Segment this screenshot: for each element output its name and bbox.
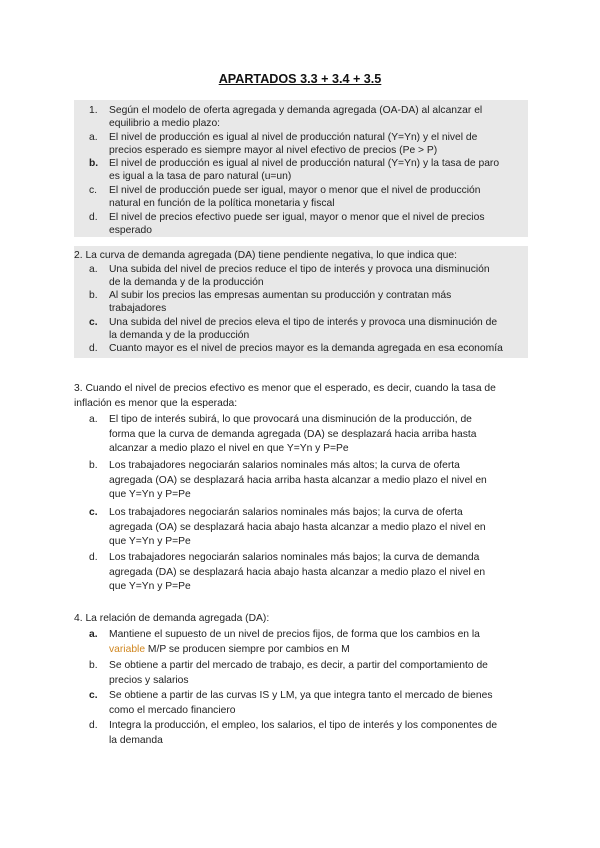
option-label: a. xyxy=(89,414,98,425)
option-label: a. xyxy=(89,629,98,640)
option-text: Al subir los precios las empresas aumentan su producción y contratan más xyxy=(109,290,452,301)
question-3-option-a xyxy=(74,413,528,457)
option-text: Mantiene el supuesto de un nivel de precios fijos, de forma que los cambios en la xyxy=(109,629,480,640)
option-text: precios esperado es siempre mayor al nivel efectivo de precios (Pe > P) xyxy=(109,145,438,157)
option-label: b. xyxy=(89,660,98,671)
option-text: Los trabajadores negociarán salarios nominales más bajos; la curva de oferta xyxy=(109,507,463,518)
option-text: que Y=Yn y P=Pe xyxy=(109,581,191,593)
question-2-stem-line: 2. La curva de demanda agregada (DA) tiene pendiente negativa, lo que indica que: xyxy=(74,250,457,261)
question-2-stem xyxy=(74,249,457,262)
question-1-number: 1. xyxy=(89,105,98,116)
question-4-stem xyxy=(74,612,269,627)
option-text: Cuanto mayor es el nivel de precios mayor es la demanda agregada en esa economía xyxy=(109,343,503,354)
option-label: a. xyxy=(89,264,98,275)
question-1-option-d xyxy=(74,211,528,238)
question-2 xyxy=(74,246,528,358)
question-3-option-d xyxy=(74,551,528,595)
option-label: c. xyxy=(89,690,98,701)
question-2-option-c xyxy=(74,316,528,343)
option-text: Los trabajadores negociarán salarios nominales más bajos; la curva de demanda xyxy=(109,552,480,563)
option-text: Los trabajadores negociarán salarios nominales más altos; la curva de oferta xyxy=(109,460,460,471)
question-3-stem-line: inflación es menor que la esperada: xyxy=(74,397,238,409)
option-text: agregada (OA) se desplazará hacia arriba hasta alcanzar a medio plazo el nivel en xyxy=(109,474,487,486)
option-text: Integra la producción, el empleo, los salarios, el tipo de interés y los componentes de xyxy=(109,720,498,731)
question-1-option-b xyxy=(74,157,528,184)
question-3-option-c xyxy=(74,506,528,550)
option-label: c. xyxy=(89,185,98,196)
option-label: b. xyxy=(89,158,99,169)
option-label: c. xyxy=(89,317,98,328)
option-label: d. xyxy=(89,720,98,731)
option-text: alcanzar a medio plazo el nivel en que Y=Yn y P=Pe xyxy=(109,443,349,455)
option-text: M/P se producen siempre por cambios en M xyxy=(145,643,350,655)
question-1-stem xyxy=(74,104,528,131)
option-label: c. xyxy=(89,507,98,518)
question-4-option-c xyxy=(74,689,528,718)
option-text: Una subida del nivel de precios eleva el tipo de interés y provoca una disminución de xyxy=(109,317,498,328)
question-3 xyxy=(74,382,528,598)
option-text: esperado xyxy=(109,225,152,237)
highlighted-word: variable xyxy=(109,643,146,655)
question-4 xyxy=(74,612,528,752)
option-text: trabajadores xyxy=(109,303,167,315)
option-text: de la demanda y de la producción xyxy=(109,277,264,289)
option-text: Una subida del nivel de precios reduce el tipo de interés y provoca una disminución xyxy=(109,264,490,275)
option-text: Se obtiene a partir del mercado de trabajo, es decir, a partir del comportamiento de xyxy=(109,660,488,671)
option-label: d. xyxy=(89,552,98,563)
option-label: d. xyxy=(89,212,98,223)
option-text: El nivel de producción es igual al nivel de producción natural (Y=Yn) y el nivel de xyxy=(109,132,478,143)
question-4-stem-line: 4. La relación de demanda agregada (DA): xyxy=(74,613,270,624)
question-1-stem-line: equilibrio a medio plazo: xyxy=(109,118,221,130)
option-text: como el mercado financiero xyxy=(109,704,236,716)
question-2-option-d xyxy=(74,342,528,355)
option-text: Se obtiene a partir de las curvas IS y LM, ya que integra tanto el mercado de bienes xyxy=(109,690,493,701)
option-text: El tipo de interés subirá, lo que provocará una disminución de la producción, de xyxy=(109,414,472,425)
question-2-option-b xyxy=(74,289,528,316)
option-text: precios y salarios xyxy=(109,674,189,686)
option-text: agregada (OA) se desplazará hacia abajo hasta alcanzar a medio plazo el nivel en xyxy=(109,521,486,533)
page-title: APARTADOS 3.3 + 3.4 + 3.5 xyxy=(218,72,382,86)
option-label: a. xyxy=(89,132,98,143)
question-1 xyxy=(74,100,528,237)
option-text: El nivel de producción puede ser igual, mayor o menor que el nivel de producción xyxy=(109,185,481,196)
option-label: b. xyxy=(89,460,98,471)
option-text: la demanda y de la producción xyxy=(109,330,250,342)
option-text: es igual a la tasa de paro natural (u=un) xyxy=(109,171,292,183)
question-1-option-c xyxy=(74,184,528,211)
question-1-option-a xyxy=(74,131,528,158)
option-text: la demanda xyxy=(109,734,163,746)
option-label: d. xyxy=(89,343,98,354)
option-text: natural en función de la política monetaria y fiscal xyxy=(109,198,335,210)
option-text: agregada (DA) se desplazará hacia abajo hasta alcanzar a medio plazo el nivel en xyxy=(109,566,486,578)
option-text: El nivel de precios efectivo puede ser igual, mayor o menor que el nivel de precios xyxy=(109,212,485,223)
option-text: que Y=Yn y P=Pe xyxy=(109,536,191,548)
option-text: El nivel de producción es igual al nivel de producción natural (Y=Yn) y la tasa de paro xyxy=(109,158,500,169)
option-label: b. xyxy=(89,290,98,301)
question-4-option-b xyxy=(74,659,528,688)
question-3-stem xyxy=(74,382,528,411)
question-2-option-a xyxy=(74,263,528,290)
question-3-stem-line: 3. Cuando el nivel de precios efectivo es menor que el esperado, es decir, cuando la tasa de xyxy=(74,383,496,394)
option-text: que Y=Yn y P=Pe xyxy=(109,489,191,501)
question-4-option-a xyxy=(74,628,528,657)
question-3-option-b xyxy=(74,459,528,503)
question-1-stem-line: Según el modelo de oferta agregada y demanda agregada (OA-DA) al alcanzar el xyxy=(109,105,483,116)
option-text-line-2 xyxy=(109,643,350,658)
option-text: forma que la curva de demanda agregada (DA) se desplazará hacia arriba hasta xyxy=(109,428,477,440)
question-4-option-d xyxy=(74,719,528,748)
